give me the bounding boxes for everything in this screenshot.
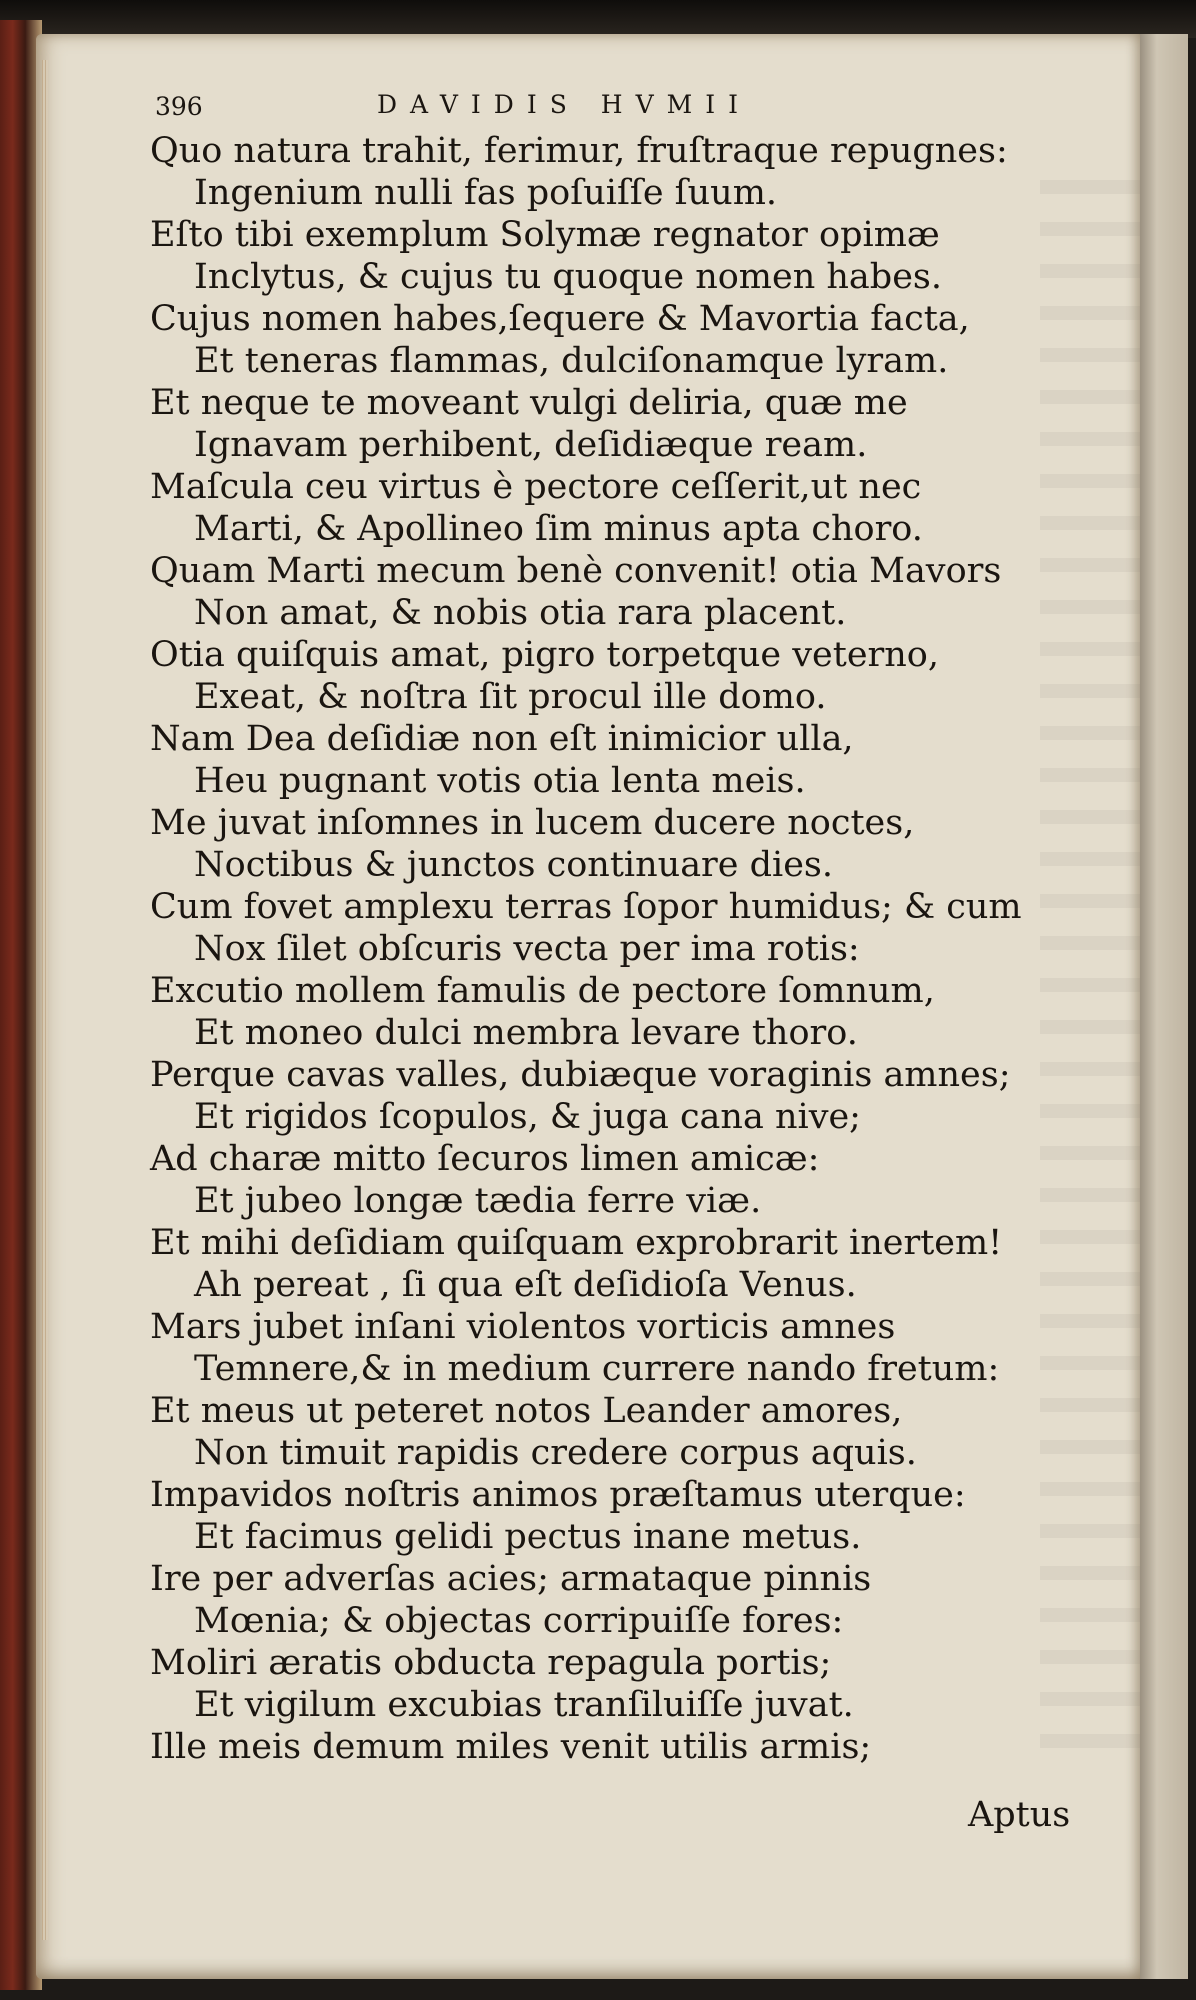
page-edges [42, 60, 48, 1940]
verse-line: Heu pugnant votis otia lenta meis. [194, 761, 806, 801]
verse-line: Temnere,& in medium currere nando fretum: [194, 1349, 1000, 1389]
running-title: DAVIDIS HVMII [377, 90, 751, 119]
verse-line: Cujus nomen habes,ſequere & Mavortia facta, [150, 299, 970, 339]
verse-line: Ingenium nulli fas poſuiſſe ſuum. [194, 173, 778, 213]
verse-line: Et teneras flammas, dulciſonamque lyram. [194, 341, 949, 381]
verse-line: Impavidos noſtris animos præſtamus uterque: [150, 1475, 966, 1515]
verse-line: Non timuit rapidis credere corpus aquis. [194, 1433, 917, 1473]
verse-line: Ire per adverſas acies; armataque pinnis [150, 1559, 872, 1599]
verse-line: Et facimus gelidi pectus inane metus. [194, 1517, 862, 1557]
verse-line: Mars jubet inſani violentos vorticis amnes [150, 1307, 896, 1347]
verse-block [150, 130, 1090, 1768]
verse-line: Perque cavas valles, dubiæque voraginis amnes; [150, 1055, 1011, 1095]
verse-line: Exeat, & noſtra ſit procul ille domo. [194, 677, 827, 717]
verse-line: Maſcula ceu virtus è pectore ceſſerit,ut nec [150, 467, 922, 507]
verse-line: Marti, & Apollineo ſim minus apta choro. [194, 509, 923, 549]
verse-line: Mœnia; & objectas corripuiſſe fores: [194, 1601, 844, 1641]
verse-line: Ah pereat , ſi qua eſt deſidioſa Venus. [194, 1265, 857, 1305]
verse-line: Et jubeo longæ tædia ferre viæ. [194, 1181, 762, 1221]
verse-line: Et neque te moveant vulgi deliria, quæ me [150, 383, 908, 423]
verse-line: Et mihi deſidiam quiſquam exprobrarit inertem! [150, 1223, 1003, 1263]
verse-line: Quam Marti mecum benè convenit! otia Mavors [150, 551, 1002, 591]
verse-line: Inclytus, & cujus tu quoque nomen habes. [194, 257, 942, 297]
book-spine-top [0, 0, 1196, 38]
verse-line: Moliri æratis obducta repagula portis; [150, 1643, 832, 1683]
running-head [155, 86, 955, 126]
verse-line: Ad charæ mitto ſecuros limen amicæ: [150, 1139, 820, 1179]
verse-line: Non amat, & nobis otia rara placent. [194, 593, 847, 633]
catchword: Aptus [968, 1795, 1071, 1835]
verse-line: Excutio mollem famulis de pectore ſomnum, [150, 971, 935, 1011]
verse-line: Et moneo dulci membra levare thoro. [194, 1013, 858, 1053]
verse-line: Me juvat inſomnes in lucem ducere noctes, [150, 803, 915, 843]
verse-line: Ille meis demum miles venit utilis armis; [150, 1727, 872, 1767]
verse-line: Et meus ut peteret notos Leander amores, [150, 1391, 903, 1431]
verse-line: Eſto tibi exemplum Solymæ regnator opimæ [150, 215, 940, 255]
verse-line: Noctibus & junctos continuare dies. [194, 845, 834, 885]
verse-line: Et rigidos ſcopulos, & juga cana nive; [194, 1097, 861, 1137]
adjacent-page-edge [1140, 34, 1188, 1979]
page-number: 396 [155, 92, 203, 121]
verse-line: Nox ſilet obſcuris vecta per ima rotis: [194, 929, 860, 969]
verse-line: Ignavam perhibent, deſidiæque ream. [194, 425, 868, 465]
verse-line: Cum fovet amplexu terras ſopor humidus; & cum [150, 887, 1022, 927]
verse-line: Et vigilum excubias tranſiluiſſe juvat. [194, 1685, 854, 1725]
verse-line: Quo natura trahit, ferimur, fruſtraque repugnes: [150, 131, 1008, 171]
verse-line: Nam Dea deſidiæ non eſt inimicior ulla, [150, 719, 854, 759]
verse-line: Otia quiſquis amat, pigro torpetque veterno, [150, 635, 940, 675]
